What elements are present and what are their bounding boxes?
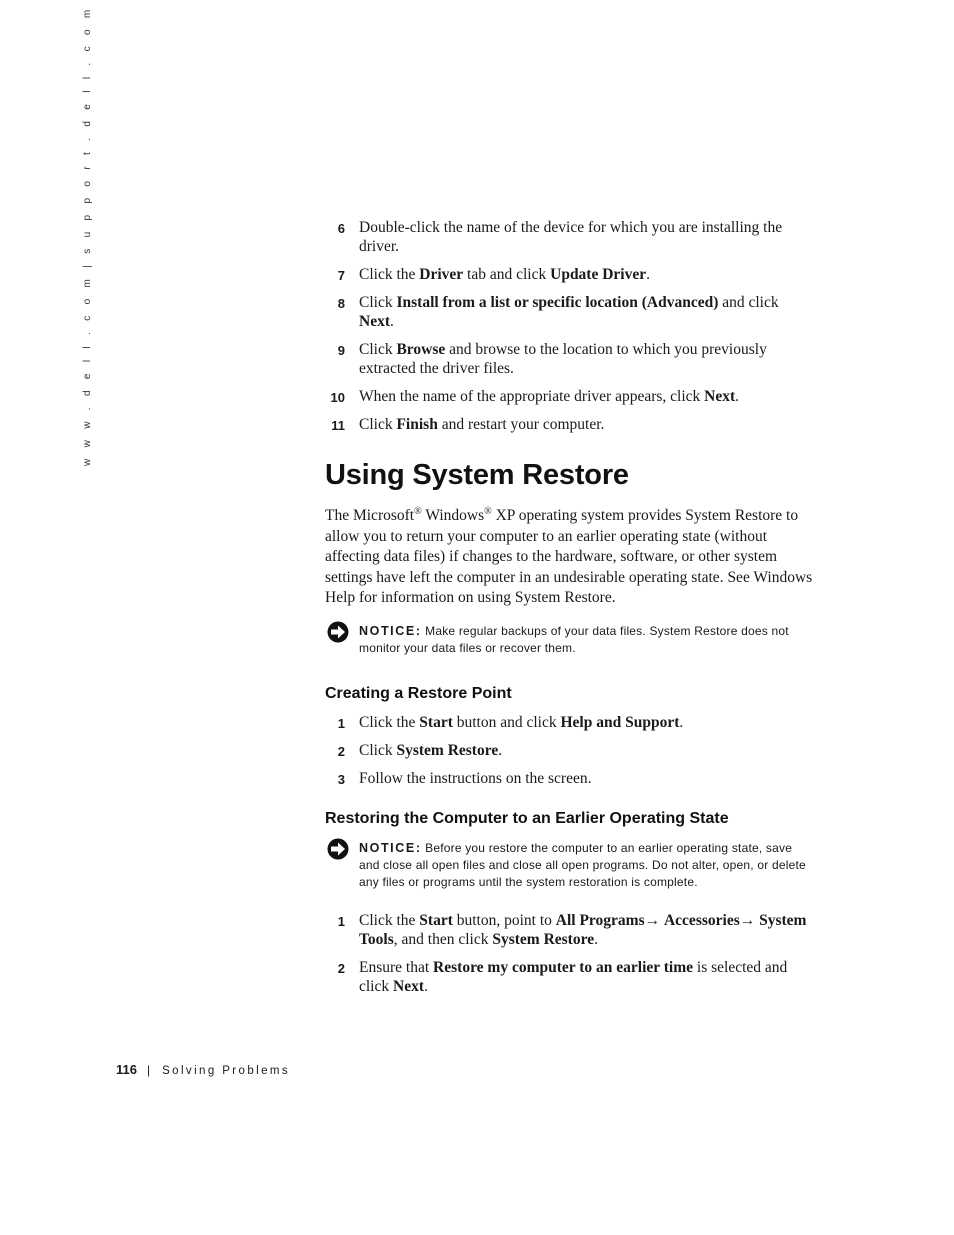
step-number: 6 <box>337 221 345 236</box>
step-number: 3 <box>337 771 345 787</box>
list-item <box>325 293 815 331</box>
footer-section-name: Solving Problems <box>162 1065 290 1077</box>
step-text: Click Browse and browse to the location to which you previously extracted the driver files. <box>359 341 767 377</box>
list-item <box>325 415 815 434</box>
step-number: 2 <box>337 743 345 759</box>
step-text: Click Finish and restart your computer. <box>359 416 605 433</box>
notice-backup <box>325 623 815 657</box>
step-number: 10 <box>330 390 345 405</box>
step-number: 7 <box>337 268 345 283</box>
list-item <box>325 713 815 732</box>
list-item <box>325 387 815 406</box>
notice-label: NOTICE: <box>359 840 422 855</box>
list-item <box>325 741 815 760</box>
step-text: Double-click the name of the device for which you are installing the driver. <box>359 219 783 255</box>
list-item <box>325 218 815 256</box>
list-item <box>325 958 815 996</box>
page-number: 116 <box>116 1062 137 1077</box>
step-number: 11 <box>331 418 345 433</box>
sidebar-url: w w w . d e l l . c o m | s u p p o r t . d e l l . c o m <box>82 5 93 466</box>
section-title: Using System Restore <box>325 459 629 491</box>
step-text: Ensure that Restore my computer to an earlier time is selected and click Next. <box>359 958 788 995</box>
page-content <box>325 218 815 1005</box>
subheading-creating-restore-point: Creating a Restore Point <box>325 684 512 702</box>
step-text: Click Install from a list or specific location (Advanced) and click Next. <box>359 294 779 330</box>
restore-computer-steps-list <box>325 911 815 996</box>
step-number: 9 <box>337 343 345 358</box>
step-number: 2 <box>337 960 345 976</box>
list-item <box>325 769 815 788</box>
notice-text: Before you restore the computer to an earlier operating state, save and close all open files and close all open programs. Do not alter, open, or delete any files or programs until the system restoration is complete. <box>359 840 806 889</box>
page-footer <box>116 1062 290 1077</box>
list-item <box>325 265 815 284</box>
notice-restore <box>325 840 815 891</box>
notice-arrow-icon <box>327 838 349 860</box>
step-text: Click the Start button, point to All Programs→ Accessories→ System Tools, and then click System Restore. <box>359 911 807 948</box>
notice-arrow-icon <box>327 621 349 643</box>
step-text: When the name of the appropriate driver appears, click Next. <box>359 388 740 405</box>
list-item <box>325 340 815 378</box>
step-text: Click the Start button and click Help and Support. <box>359 713 684 731</box>
restore-point-steps-list <box>325 713 815 788</box>
notice-text: Make regular backups of your data files. System Restore does not monitor your data files or recover them. <box>359 623 789 655</box>
driver-steps-list <box>325 218 815 434</box>
step-number: 8 <box>337 296 345 311</box>
intro-paragraph: The Microsoft® Windows® XP operating system provides System Restore to allow you to return your computer to an earlier operating state (without affecting data files) if changes to the hardware, software, or other system settings have left the computer in an undesirable operating state. See Windows Help for information on using System Restore. <box>325 506 813 607</box>
step-number: 1 <box>337 913 345 929</box>
notice-label: NOTICE: <box>359 623 422 638</box>
step-text: Click the Driver tab and click Update Driver. <box>359 266 650 283</box>
step-text: Follow the instructions on the screen. <box>359 769 592 787</box>
list-item <box>325 911 815 949</box>
step-text: Click System Restore. <box>359 741 503 759</box>
footer-separator: | <box>146 1063 151 1077</box>
subheading-restoring-computer: Restoring the Computer to an Earlier Operating State <box>325 809 729 827</box>
step-number: 1 <box>337 715 345 731</box>
